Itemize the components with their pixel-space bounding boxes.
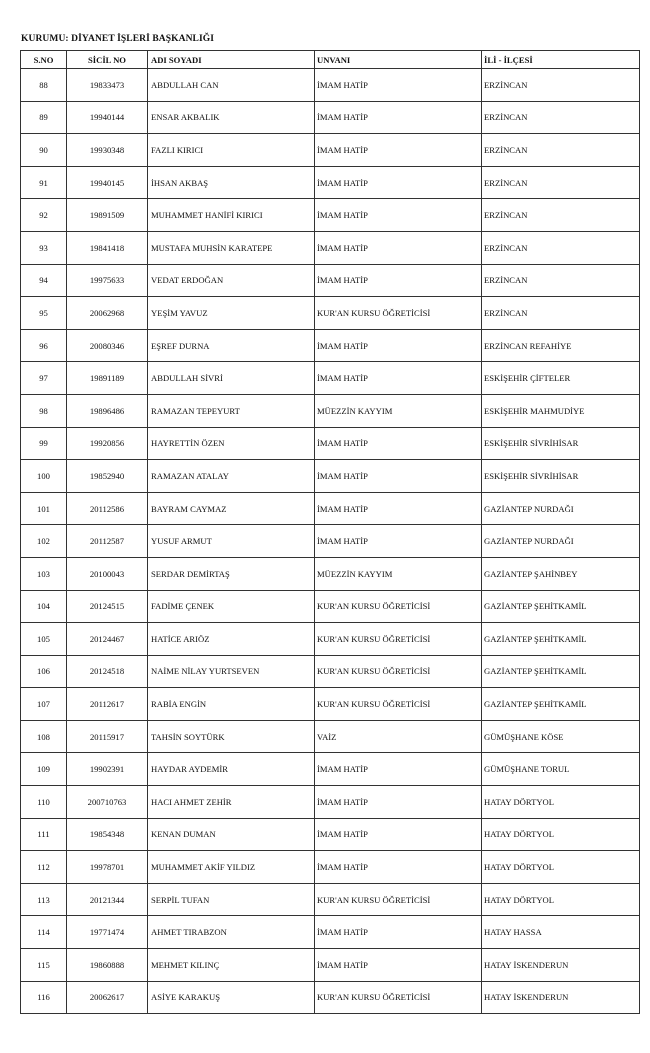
cell-sno: 108 — [21, 720, 67, 753]
cell-sno: 107 — [21, 688, 67, 721]
cell-sicil-no: 19930348 — [67, 134, 148, 167]
cell-unvani: İMAM HATİP — [315, 231, 482, 264]
cell-unvani: KUR'AN KURSU ÖĞRETİCİSİ — [315, 688, 482, 721]
cell-sno: 89 — [21, 101, 67, 134]
header-row — [21, 51, 640, 69]
cell-unvani: İMAM HATİP — [315, 101, 482, 134]
table-row — [21, 916, 640, 949]
cell-unvani: İMAM HATİP — [315, 460, 482, 493]
cell-ili-ilcesi: HATAY DÖRTYOL — [482, 851, 640, 884]
cell-adi-soyadi: FADİME ÇENEK — [148, 590, 315, 623]
cell-sicil-no: 19891189 — [67, 362, 148, 395]
cell-ili-ilcesi: GÜMÜŞHANE KÖSE — [482, 720, 640, 753]
table-row — [21, 101, 640, 134]
cell-sicil-no: 19771474 — [67, 916, 148, 949]
cell-adi-soyadi: MUHAMMET HANİFİ KIRICI — [148, 199, 315, 232]
cell-adi-soyadi: SERDAR DEMİRTAŞ — [148, 557, 315, 590]
cell-adi-soyadi: YEŞİM YAVUZ — [148, 297, 315, 330]
cell-sicil-no: 19860888 — [67, 949, 148, 982]
table-row — [21, 427, 640, 460]
table-row — [21, 264, 640, 297]
cell-adi-soyadi: ENSAR AKBALIK — [148, 101, 315, 134]
table-row — [21, 525, 640, 558]
cell-sno: 92 — [21, 199, 67, 232]
table-row — [21, 69, 640, 102]
cell-unvani: İMAM HATİP — [315, 362, 482, 395]
table-row — [21, 166, 640, 199]
table-row — [21, 492, 640, 525]
cell-ili-ilcesi: GAZİANTEP ŞEHİTKAMİL — [482, 623, 640, 656]
table-row — [21, 557, 640, 590]
cell-sicil-no: 20124467 — [67, 623, 148, 656]
cell-adi-soyadi: BAYRAM CAYMAZ — [148, 492, 315, 525]
cell-sno: 88 — [21, 69, 67, 102]
header-adi-soyadi: ADI SOYADI — [148, 51, 315, 69]
cell-unvani: VAİZ — [315, 720, 482, 753]
cell-sicil-no: 19854348 — [67, 818, 148, 851]
cell-adi-soyadi: ASİYE KARAKUŞ — [148, 981, 315, 1014]
cell-unvani: İMAM HATİP — [315, 818, 482, 851]
cell-sicil-no: 19902391 — [67, 753, 148, 786]
cell-sicil-no: 19852940 — [67, 460, 148, 493]
cell-sno: 106 — [21, 655, 67, 688]
cell-unvani: İMAM HATİP — [315, 427, 482, 460]
cell-ili-ilcesi: ERZİNCAN — [482, 101, 640, 134]
cell-ili-ilcesi: ESKİŞEHİR SİVRİHİSAR — [482, 427, 640, 460]
cell-sicil-no: 19891509 — [67, 199, 148, 232]
cell-unvani: İMAM HATİP — [315, 492, 482, 525]
cell-unvani: İMAM HATİP — [315, 166, 482, 199]
cell-sicil-no: 20112617 — [67, 688, 148, 721]
cell-ili-ilcesi: HATAY HASSA — [482, 916, 640, 949]
cell-unvani: İMAM HATİP — [315, 134, 482, 167]
table-row — [21, 720, 640, 753]
table-row — [21, 231, 640, 264]
cell-adi-soyadi: HAYRETTİN ÖZEN — [148, 427, 315, 460]
header-unvani: UNVANI — [315, 51, 482, 69]
cell-ili-ilcesi: GAZİANTEP ŞEHİTKAMİL — [482, 655, 640, 688]
cell-unvani: İMAM HATİP — [315, 786, 482, 819]
cell-ili-ilcesi: ERZİNCAN — [482, 134, 640, 167]
cell-sno: 90 — [21, 134, 67, 167]
cell-unvani: İMAM HATİP — [315, 916, 482, 949]
cell-adi-soyadi: HAYDAR AYDEMİR — [148, 753, 315, 786]
cell-sno: 91 — [21, 166, 67, 199]
cell-ili-ilcesi: ERZİNCAN — [482, 297, 640, 330]
cell-sicil-no: 19841418 — [67, 231, 148, 264]
cell-sicil-no: 19975633 — [67, 264, 148, 297]
cell-sicil-no: 19978701 — [67, 851, 148, 884]
cell-sno: 97 — [21, 362, 67, 395]
cell-adi-soyadi: KENAN DUMAN — [148, 818, 315, 851]
cell-sicil-no: 20062617 — [67, 981, 148, 1014]
cell-ili-ilcesi: ERZİNCAN REFAHİYE — [482, 329, 640, 362]
table-row — [21, 134, 640, 167]
cell-sno: 111 — [21, 818, 67, 851]
cell-adi-soyadi: TAHSİN SOYTÜRK — [148, 720, 315, 753]
cell-sicil-no: 20062968 — [67, 297, 148, 330]
cell-sicil-no: 20112587 — [67, 525, 148, 558]
cell-sicil-no: 20115917 — [67, 720, 148, 753]
personnel-table — [20, 50, 640, 1014]
cell-sicil-no: 20100043 — [67, 557, 148, 590]
cell-adi-soyadi: SERPİL TUFAN — [148, 883, 315, 916]
cell-adi-soyadi: RABİA ENGİN — [148, 688, 315, 721]
cell-sno: 93 — [21, 231, 67, 264]
table-row — [21, 786, 640, 819]
cell-unvani: KUR'AN KURSU ÖĞRETİCİSİ — [315, 981, 482, 1014]
cell-sicil-no: 20121344 — [67, 883, 148, 916]
cell-ili-ilcesi: GAZİANTEP ŞEHİTKAMİL — [482, 590, 640, 623]
table-header — [21, 51, 640, 69]
cell-sicil-no: 19940145 — [67, 166, 148, 199]
table-row — [21, 623, 640, 656]
cell-adi-soyadi: HACI AHMET ZEHİR — [148, 786, 315, 819]
table-row — [21, 362, 640, 395]
cell-adi-soyadi: RAMAZAN TEPEYURT — [148, 394, 315, 427]
cell-ili-ilcesi: HATAY İSKENDERUN — [482, 981, 640, 1014]
cell-unvani: İMAM HATİP — [315, 264, 482, 297]
cell-adi-soyadi: AHMET TIRABZON — [148, 916, 315, 949]
cell-sno: 99 — [21, 427, 67, 460]
cell-adi-soyadi: NAİME NİLAY YURTSEVEN — [148, 655, 315, 688]
cell-adi-soyadi: ABDULLAH CAN — [148, 69, 315, 102]
cell-unvani: KUR'AN KURSU ÖĞRETİCİSİ — [315, 590, 482, 623]
table-row — [21, 688, 640, 721]
cell-sno: 96 — [21, 329, 67, 362]
cell-unvani: İMAM HATİP — [315, 329, 482, 362]
cell-sicil-no: 19940144 — [67, 101, 148, 134]
table-body — [21, 69, 640, 1014]
cell-sno: 112 — [21, 851, 67, 884]
cell-adi-soyadi: YUSUF ARMUT — [148, 525, 315, 558]
cell-sno: 103 — [21, 557, 67, 590]
cell-unvani: İMAM HATİP — [315, 199, 482, 232]
header-sno: S.NO — [21, 51, 67, 69]
table-row — [21, 590, 640, 623]
cell-sicil-no: 20124518 — [67, 655, 148, 688]
cell-adi-soyadi: MEHMET KILINÇ — [148, 949, 315, 982]
cell-unvani: KUR'AN KURSU ÖĞRETİCİSİ — [315, 655, 482, 688]
cell-adi-soyadi: ABDULLAH SİVRİ — [148, 362, 315, 395]
cell-ili-ilcesi: ERZİNCAN — [482, 231, 640, 264]
table-row — [21, 199, 640, 232]
table-row — [21, 655, 640, 688]
cell-adi-soyadi: MUHAMMET AKİF YILDIZ — [148, 851, 315, 884]
cell-ili-ilcesi: ERZİNCAN — [482, 69, 640, 102]
cell-sno: 109 — [21, 753, 67, 786]
table-row — [21, 851, 640, 884]
institution-title: KURUMU: DİYANET İŞLERİ BAŞKANLIĞI — [21, 34, 215, 44]
cell-sno: 115 — [21, 949, 67, 982]
cell-sicil-no: 20124515 — [67, 590, 148, 623]
cell-sno: 100 — [21, 460, 67, 493]
cell-unvani: İMAM HATİP — [315, 753, 482, 786]
cell-ili-ilcesi: HATAY DÖRTYOL — [482, 786, 640, 819]
cell-sno: 113 — [21, 883, 67, 916]
cell-ili-ilcesi: GAZİANTEP NURDAĞI — [482, 492, 640, 525]
cell-unvani: KUR'AN KURSU ÖĞRETİCİSİ — [315, 623, 482, 656]
cell-sno: 94 — [21, 264, 67, 297]
cell-sicil-no: 19896486 — [67, 394, 148, 427]
cell-sno: 105 — [21, 623, 67, 656]
cell-sno: 95 — [21, 297, 67, 330]
cell-ili-ilcesi: ESKİŞEHİR ÇİFTELER — [482, 362, 640, 395]
table-row — [21, 753, 640, 786]
cell-ili-ilcesi: ERZİNCAN — [482, 166, 640, 199]
cell-ili-ilcesi: ESKİŞEHİR MAHMUDİYE — [482, 394, 640, 427]
cell-sicil-no: 200710763 — [67, 786, 148, 819]
cell-adi-soyadi: MUSTAFA MUHSİN KARATEPE — [148, 231, 315, 264]
cell-ili-ilcesi: HATAY İSKENDERUN — [482, 949, 640, 982]
cell-adi-soyadi: EŞREF DURNA — [148, 329, 315, 362]
cell-adi-soyadi: İHSAN AKBAŞ — [148, 166, 315, 199]
cell-sicil-no: 20112586 — [67, 492, 148, 525]
cell-adi-soyadi: VEDAT ERDOĞAN — [148, 264, 315, 297]
cell-sno: 110 — [21, 786, 67, 819]
header-sicil-no: SİCİL NO — [67, 51, 148, 69]
cell-ili-ilcesi: ERZİNCAN — [482, 199, 640, 232]
cell-ili-ilcesi: GAZİANTEP ŞEHİTKAMİL — [482, 688, 640, 721]
table-row — [21, 394, 640, 427]
cell-unvani: MÜEZZİN KAYYIM — [315, 394, 482, 427]
cell-sno: 114 — [21, 916, 67, 949]
cell-unvani: KUR'AN KURSU ÖĞRETİCİSİ — [315, 297, 482, 330]
cell-sno: 98 — [21, 394, 67, 427]
cell-adi-soyadi: RAMAZAN ATALAY — [148, 460, 315, 493]
cell-sicil-no: 20080346 — [67, 329, 148, 362]
cell-ili-ilcesi: GAZİANTEP NURDAĞI — [482, 525, 640, 558]
cell-unvani: İMAM HATİP — [315, 525, 482, 558]
cell-ili-ilcesi: ERZİNCAN — [482, 264, 640, 297]
table-row — [21, 949, 640, 982]
cell-unvani: İMAM HATİP — [315, 69, 482, 102]
cell-ili-ilcesi: ESKİŞEHİR SİVRİHİSAR — [482, 460, 640, 493]
cell-sno: 101 — [21, 492, 67, 525]
cell-sno: 116 — [21, 981, 67, 1014]
table-row — [21, 981, 640, 1014]
table-row — [21, 297, 640, 330]
table-row — [21, 329, 640, 362]
cell-sno: 104 — [21, 590, 67, 623]
cell-ili-ilcesi: GÜMÜŞHANE TORUL — [482, 753, 640, 786]
cell-sno: 102 — [21, 525, 67, 558]
cell-sicil-no: 19920856 — [67, 427, 148, 460]
cell-unvani: İMAM HATİP — [315, 851, 482, 884]
cell-adi-soyadi: HATİCE ARIÖZ — [148, 623, 315, 656]
table-row — [21, 883, 640, 916]
cell-ili-ilcesi: HATAY DÖRTYOL — [482, 818, 640, 851]
cell-sicil-no: 19833473 — [67, 69, 148, 102]
cell-ili-ilcesi: HATAY DÖRTYOL — [482, 883, 640, 916]
cell-adi-soyadi: FAZLI KIRICI — [148, 134, 315, 167]
cell-ili-ilcesi: GAZİANTEP ŞAHİNBEY — [482, 557, 640, 590]
table-row — [21, 460, 640, 493]
cell-unvani: İMAM HATİP — [315, 949, 482, 982]
table-row — [21, 818, 640, 851]
cell-unvani: KUR'AN KURSU ÖĞRETİCİSİ — [315, 883, 482, 916]
header-ili-ilcesi: İLİ - İLÇESİ — [482, 51, 640, 69]
cell-unvani: MÜEZZİN KAYYIM — [315, 557, 482, 590]
